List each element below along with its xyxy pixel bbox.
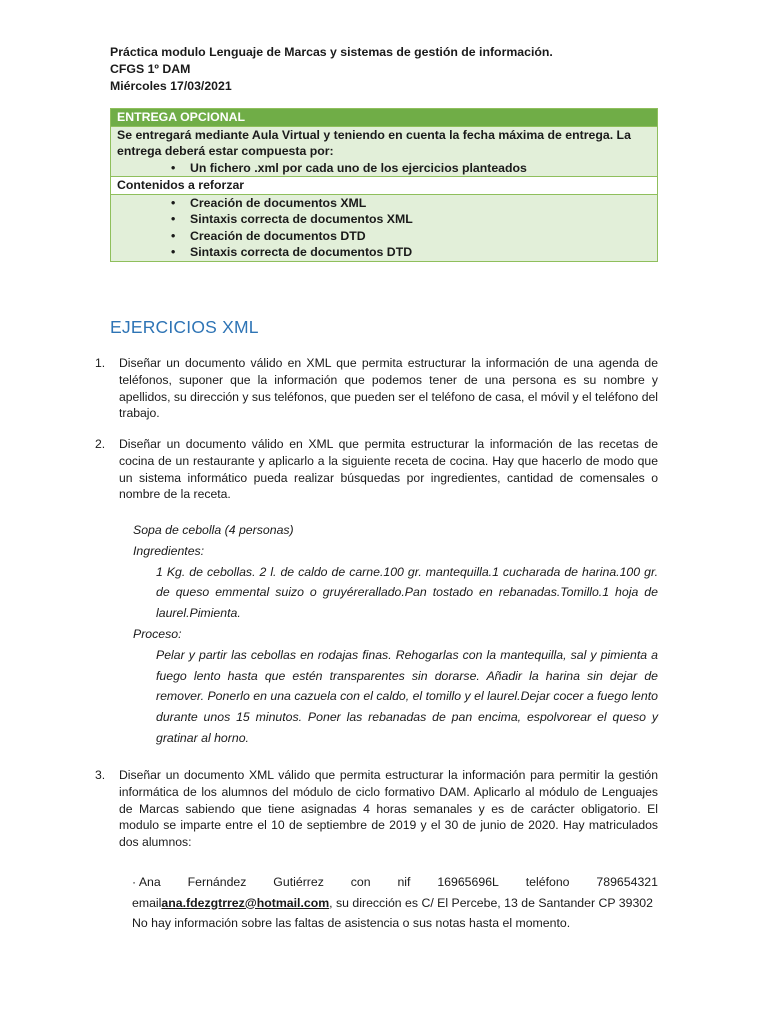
exercise-1 xyxy=(95,355,658,422)
contents-list xyxy=(117,195,651,261)
process-label: Proceso: xyxy=(133,626,182,641)
header-course-line: Práctica modulo Lenguaje de Marcas y sistemas de gestión de información. xyxy=(110,45,553,59)
student-address: , su dirección es C/ El Percebe, 13 de Santander CP 39302 xyxy=(329,895,653,910)
entrega-description: Se entregará mediante Aula Virtual y teniendo en cuenta la fecha máxima de entrega. La entrega deberá estar compuesta por: xyxy=(117,127,631,158)
bullet-dot: · xyxy=(132,875,137,889)
student-note: No hay información sobre las faltas de asistencia o sus notas hasta el momento. xyxy=(132,916,571,930)
entrega-bullet-item: • Un fichero .xml por cada uno de los ejercicios planteados xyxy=(117,160,651,177)
ingredients-text: 1 Kg. de cebollas. 2 l. de caldo de carne.100 gr. mantequilla.1 cucharada de harina.100 gr. de queso emmental suizo o gruyérerallado.Pan tostado en rebanadas.Tomillo.1 hoja de laurel.Pimienta. xyxy=(156,564,658,621)
entrega-bullet-list xyxy=(117,160,651,177)
header-date-line: Miércoles 17/03/2021 xyxy=(110,79,232,93)
ingredients-label: Ingredientes: xyxy=(133,543,205,558)
contents-item: • Sintaxis correcta de documentos XML xyxy=(117,211,651,228)
student-entry xyxy=(132,872,658,934)
document-header xyxy=(110,44,553,95)
entrega-table xyxy=(110,108,658,262)
exercise-number: 3. xyxy=(95,768,106,782)
student-email-line xyxy=(132,893,658,914)
student-word: nif xyxy=(397,875,411,889)
exercise-3 xyxy=(95,767,658,851)
student-word: teléfono xyxy=(525,875,570,889)
process-text: Pelar y partir las cebollas en rodajas finas. Rehogarlas con la mantequilla, sal y pimienta a fuego lento hasta que estén transparentes sin dorarse. Añadir la harina sin dejar de remover. Ponerlo en una cazuela con el caldo, el tomillo y el laurel.Dejar cocer a fuego lento durante unos 15 minutos. Poner las rebanadas de pan encima, espolvorear el queso y gratinar al horno. xyxy=(156,647,658,745)
recipe-title: Sopa de cebolla (4 personas) xyxy=(133,523,294,537)
section-title: EJERCICIOS XML xyxy=(110,317,259,337)
contents-item: • Creación de documentos XML xyxy=(117,195,651,212)
recipe-block xyxy=(133,520,658,749)
contents-title: Contenidos a reforzar xyxy=(111,177,658,195)
entrega-title: ENTREGA OPCIONAL xyxy=(111,109,658,127)
student-word: · Ana xyxy=(132,875,161,889)
exercise-text: Diseñar un documento válido en XML que permita estructurar la información de las recetas de cocina de un restaurante y aplicarlo a la siguiente receta de cocina. Hay que hacerlo de modo que un sistema informático pueda realizar búsquedas por ingredientes, cantidad de comensales o nombre de la receta. xyxy=(119,437,658,502)
student-word: Gutiérrez xyxy=(273,875,324,889)
student-name-line xyxy=(132,872,658,893)
email-prefix: email xyxy=(132,895,162,910)
student-word: Fernández xyxy=(187,875,247,889)
exercise-2 xyxy=(95,436,658,503)
entrega-description-cell xyxy=(111,126,658,177)
contents-cell xyxy=(111,194,658,261)
student-email-link[interactable]: ana.fdezgtrrez@hotmail.com xyxy=(161,895,330,910)
contents-item: • Sintaxis correcta de documentos DTD xyxy=(117,244,651,261)
exercise-text: Diseñar un documento válido en XML que permita estructurar la información de una agenda de teléfonos, suponer que la información que podemos tener de una persona es su nombre y apellidos, su dirección y sus teléfonos, que pueden ser el teléfono de casa, el móvil y el teléfono del trabajo. xyxy=(119,356,658,421)
student-phone: 789654321 xyxy=(596,875,658,889)
student-word: con xyxy=(350,875,371,889)
header-group-line: CFGS 1º DAM xyxy=(110,62,191,76)
exercise-text: Diseñar un documento XML válido que permita estructurar la información para permitir la gestión informática de los alumnos del módulo de ciclo formativo DAM. Aplicarlo al módulo de Lenguajes de Marcas sabiendo que tiene asignadas 4 horas semanales y es de carácter obligatorio. El modulo se imparte entre el 10 de septiembre de 2019 y el 30 de junio de 2020. Hay matriculados dos alumnos: xyxy=(119,768,658,850)
exercise-number: 1. xyxy=(95,356,106,370)
contents-item: • Creación de documentos DTD xyxy=(117,228,651,245)
exercise-number: 2. xyxy=(95,437,106,451)
student-nif: 16965696L xyxy=(437,875,499,889)
